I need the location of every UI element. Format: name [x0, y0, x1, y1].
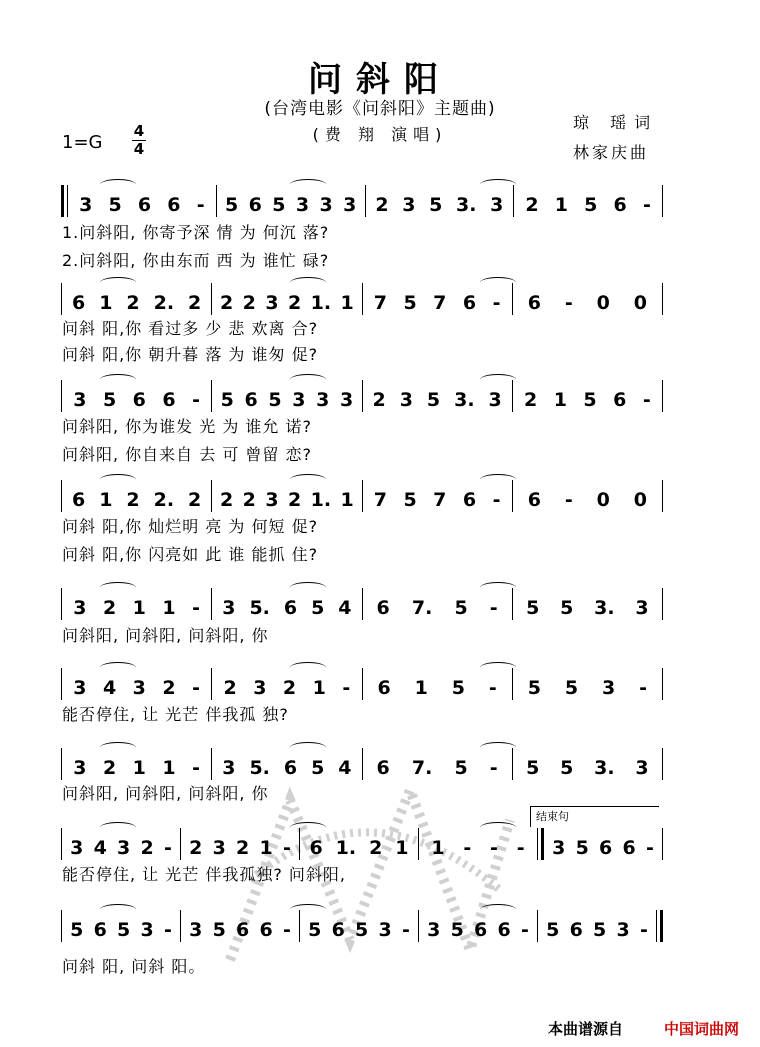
slur-arc: [480, 374, 516, 385]
staff-row: [58, 480, 666, 512]
note: 3: [635, 757, 649, 779]
note: 3: [488, 389, 502, 411]
note: -: [342, 677, 351, 699]
note: 3: [552, 837, 566, 859]
note: -: [488, 677, 497, 699]
measure: [516, 380, 659, 412]
note: 3: [132, 677, 146, 699]
note: 2: [102, 757, 117, 779]
note: -: [192, 389, 200, 411]
note: 1: [553, 389, 567, 411]
note: 5.: [249, 597, 270, 619]
lyric-line: 能否停住, 让 光芒 伴我孤 独?: [62, 705, 289, 724]
note: 3: [319, 194, 333, 216]
barline: [362, 668, 363, 700]
barline: [61, 668, 62, 700]
slur-arc: [480, 742, 516, 753]
barline: [216, 185, 217, 217]
slur-arc: [480, 179, 516, 190]
barline: [662, 283, 663, 315]
barline: [362, 283, 363, 315]
note: 0: [633, 292, 648, 314]
note: 6: [474, 919, 488, 941]
slur-arc: [100, 179, 136, 190]
lyric-line: 2.问斜阳, 你由东而 西 为 谁忙 碌?: [62, 251, 330, 270]
note: 2: [188, 489, 202, 511]
note: 5: [272, 194, 286, 216]
note: 6: [167, 194, 181, 216]
measure: [547, 828, 659, 860]
measure: [215, 588, 358, 620]
note: -: [192, 757, 200, 779]
note: 5: [527, 677, 541, 699]
note: 5: [308, 919, 322, 941]
note: -: [163, 837, 172, 859]
note: 6: [599, 837, 613, 859]
note: 2: [188, 292, 202, 314]
slur-arc: [290, 662, 326, 673]
note: 5: [268, 389, 282, 411]
note: 6: [248, 194, 262, 216]
note: 5: [526, 757, 540, 779]
note: 1: [99, 292, 113, 314]
slur-arc: [100, 742, 136, 753]
note: 1: [99, 489, 113, 511]
barline: [211, 588, 212, 620]
measure: [516, 480, 659, 512]
note: 5: [117, 919, 131, 941]
note: 3: [402, 194, 416, 216]
note: -: [645, 837, 654, 859]
note: -: [642, 389, 651, 411]
key-signature: 1=G: [62, 132, 103, 153]
lyric-line: 问斜阳, 你自来自 去 可 曾留 恋?: [62, 445, 313, 464]
note: 6: [283, 757, 298, 779]
lyricist-credit: 琼 瑶词: [573, 113, 659, 132]
barline: [61, 185, 68, 217]
footer-source: 本曲谱源自: [548, 1020, 624, 1038]
note: 3: [140, 919, 154, 941]
slur-arc: [100, 582, 136, 593]
slur-arc: [290, 277, 326, 288]
lyric-line: 问斜 阳,你 朝升暮 落 为 谁匆 促?: [62, 345, 319, 364]
barline: [362, 480, 363, 512]
note: 1: [414, 677, 428, 699]
barline: [537, 910, 538, 942]
lyric-line: 能否停住, 让 光芒 伴我孤独? 问斜阳,: [62, 865, 347, 884]
note: 5: [102, 389, 117, 411]
note: 5: [560, 597, 574, 619]
note: 3: [117, 837, 131, 859]
note: 5: [454, 757, 468, 779]
note: 6: [613, 389, 627, 411]
note: 5: [451, 677, 465, 699]
note: 6: [137, 194, 152, 216]
note: 3.: [454, 389, 475, 411]
note: -: [463, 837, 472, 859]
barline: [61, 588, 62, 620]
note: 6: [309, 837, 323, 859]
note: 3: [339, 389, 354, 411]
note: 6: [622, 837, 636, 859]
note: 2: [369, 837, 383, 859]
staff-row: [58, 588, 666, 620]
note: 3: [73, 389, 87, 411]
note: 3.: [594, 597, 615, 619]
lyric-line: 问斜阳, 问斜阳, 问斜阳, 你: [62, 626, 269, 645]
barline: [365, 185, 366, 217]
barline: [662, 828, 663, 860]
note: 2: [223, 677, 237, 699]
note: 2.: [153, 292, 175, 314]
note: -: [401, 919, 410, 941]
note: 2: [162, 677, 176, 699]
note: 5: [450, 919, 464, 941]
lyric-line: 问斜 阳,你 看过多 少 悲 欢离 合?: [62, 319, 319, 338]
note: 5: [224, 194, 239, 216]
note: 4: [338, 757, 352, 779]
barline: [61, 380, 62, 412]
barline: [61, 283, 62, 315]
note: 3: [265, 489, 279, 511]
note: -: [196, 194, 205, 216]
note: 3: [222, 597, 236, 619]
barline: [61, 748, 62, 780]
note: 2: [126, 489, 140, 511]
slur-arc: [100, 822, 136, 833]
note: 6: [462, 489, 477, 511]
note: 3: [601, 677, 616, 699]
lyric-line: 问斜 阳,你 灿烂明 亮 为 何短 促?: [62, 517, 319, 536]
note: 2: [287, 489, 302, 511]
note: -: [492, 292, 501, 314]
note: 3: [265, 292, 279, 314]
note: 3: [378, 919, 392, 941]
staff-row: [58, 668, 666, 700]
note: -: [192, 597, 200, 619]
note: -: [282, 837, 291, 859]
note: -: [192, 677, 200, 699]
song-subtitle: (台湾电影《问斜阳》主题曲): [264, 99, 496, 119]
note: 1.: [335, 837, 357, 859]
slur-arc: [480, 662, 516, 673]
slur-arc: [290, 742, 326, 753]
note: 3: [253, 677, 267, 699]
time-signature: [132, 124, 146, 157]
barline: [662, 480, 663, 512]
barline: [662, 588, 663, 620]
note: 5: [593, 919, 607, 941]
note: 3: [79, 194, 93, 216]
measure: [541, 910, 653, 942]
note: 5: [108, 194, 122, 216]
note: 3: [427, 919, 441, 941]
barline: [61, 480, 62, 512]
note: 5: [564, 677, 579, 699]
note: 1: [395, 837, 409, 859]
note: 5: [403, 489, 417, 511]
measure: [65, 748, 208, 780]
note: -: [163, 919, 172, 941]
measure: [65, 668, 208, 700]
slur-arc: [290, 374, 326, 385]
note: 2: [372, 389, 386, 411]
barline: [362, 588, 363, 620]
barline: [211, 480, 212, 512]
note: 1: [340, 489, 354, 511]
note: 6: [71, 292, 86, 314]
note: -: [564, 292, 573, 314]
note: 1: [162, 757, 176, 779]
lyric-line: 问斜阳, 问斜阳, 问斜阳, 你: [62, 784, 269, 803]
note: 3: [70, 837, 84, 859]
note: 5: [583, 389, 597, 411]
note: -: [489, 597, 498, 619]
note: 2: [140, 837, 154, 859]
barline: [362, 380, 363, 412]
note: 1.: [310, 292, 332, 314]
note: 6: [527, 292, 541, 314]
note: 2.: [153, 489, 175, 511]
note: 6: [71, 489, 86, 511]
note: 3: [343, 194, 357, 216]
barline: [537, 828, 544, 860]
measure: [65, 380, 208, 412]
note: 6: [376, 597, 390, 619]
note: -: [642, 194, 651, 216]
note: 1: [162, 597, 176, 619]
barline: [211, 283, 212, 315]
note: 5: [454, 597, 468, 619]
note: 3: [292, 389, 306, 411]
barline: [662, 185, 663, 217]
note: 1: [431, 837, 445, 859]
note: 5: [311, 597, 325, 619]
time-signature-top: 4: [133, 122, 145, 140]
measure: [215, 380, 358, 412]
note: 5: [575, 837, 589, 859]
song-title: 问斜阳: [308, 60, 452, 100]
note: 6: [377, 677, 391, 699]
note: 5: [220, 389, 234, 411]
note: -: [564, 489, 573, 511]
note: 5: [70, 919, 84, 941]
note: 4: [338, 597, 352, 619]
performer-credit: (费 翔 演唱): [312, 125, 448, 144]
note: 3: [73, 597, 87, 619]
footer-site-link[interactable]: 中国词曲网: [664, 1020, 740, 1038]
lyric-line: 问斜阳, 你为谁发 光 为 谁允 诺?: [62, 417, 313, 436]
note: 6: [527, 489, 541, 511]
note: 3.: [594, 757, 615, 779]
ending-label: 结束句: [536, 810, 569, 823]
note: 3: [73, 757, 87, 779]
measure: [516, 748, 659, 780]
note: 3: [212, 837, 226, 859]
note: 4: [102, 677, 117, 699]
slur-arc: [480, 474, 516, 485]
measure: [65, 480, 208, 512]
note: 0: [596, 489, 610, 511]
measure: [215, 480, 358, 512]
note: 6: [331, 919, 345, 941]
note: 3: [635, 597, 649, 619]
slur-arc: [100, 662, 136, 673]
note: 6: [93, 919, 107, 941]
lyric-line: 1.问斜阳, 你寄予深 情 为 何沉 落?: [62, 223, 330, 242]
slur-arc: [100, 277, 136, 288]
note: 2: [236, 837, 250, 859]
note: 6: [613, 194, 627, 216]
note: 3: [189, 919, 203, 941]
slur-arc: [480, 582, 516, 593]
note: 1: [132, 757, 146, 779]
barline: [61, 828, 62, 860]
note: 5: [429, 194, 443, 216]
note: 5: [311, 757, 325, 779]
barline: [211, 668, 212, 700]
measure: [516, 668, 659, 700]
note: 0: [596, 292, 610, 314]
lyric-line: 问斜 阳, 问斜 阳。: [62, 957, 206, 976]
note: 3: [295, 194, 310, 216]
note: 1: [259, 837, 273, 859]
slur-arc: [100, 374, 136, 385]
composer-credit: 林家庆曲: [573, 143, 650, 162]
note: 2: [287, 292, 302, 314]
note: 7: [373, 489, 387, 511]
measure: [517, 185, 659, 217]
note: 1: [340, 292, 354, 314]
note: 7.: [411, 597, 433, 619]
barline: [211, 380, 212, 412]
note: 5: [403, 292, 417, 314]
note: 6: [244, 389, 258, 411]
note: 2: [242, 489, 256, 511]
staff-row: [58, 283, 666, 315]
barline: [180, 828, 181, 860]
barline: [180, 910, 181, 942]
staff-row: [58, 185, 666, 217]
note: 2: [126, 292, 140, 314]
note: 7: [433, 489, 447, 511]
slur-arc: [100, 474, 136, 485]
note: 5.: [249, 757, 270, 779]
note: 2: [282, 677, 297, 699]
barline: [656, 910, 663, 942]
slur-arc: [290, 582, 326, 593]
note: 3: [490, 194, 504, 216]
slur-arc: [290, 474, 326, 485]
note: 7: [373, 292, 387, 314]
note: 5: [426, 389, 441, 411]
note: 1: [554, 194, 568, 216]
note: 2: [242, 292, 256, 314]
note: -: [492, 489, 501, 511]
note: 6: [162, 389, 176, 411]
note: 2: [525, 194, 539, 216]
note: -: [520, 919, 529, 941]
note: 0: [633, 489, 648, 511]
note: 3: [73, 677, 87, 699]
note: 1: [312, 677, 326, 699]
note: 5: [560, 757, 574, 779]
note: 5: [526, 597, 540, 619]
note: 3: [616, 919, 630, 941]
measure: [516, 588, 659, 620]
note: -: [489, 757, 498, 779]
barline: [662, 380, 663, 412]
slur-arc: [100, 904, 136, 915]
note: 6: [236, 919, 250, 941]
note: 6: [259, 919, 273, 941]
barline: [662, 748, 663, 780]
note: 2: [219, 292, 234, 314]
note: 5: [355, 919, 369, 941]
slur-arc: [290, 179, 326, 190]
measure: [215, 668, 358, 700]
note: 6: [283, 597, 298, 619]
staff-row: [58, 380, 666, 412]
barline: [61, 910, 62, 942]
note: -: [639, 677, 648, 699]
note: 5: [546, 919, 560, 941]
note: -: [282, 919, 291, 941]
note: -: [490, 837, 498, 859]
note: 3.: [456, 194, 477, 216]
barline: [662, 668, 663, 700]
note: 6: [462, 292, 477, 314]
note: 7: [433, 292, 447, 314]
note: 3: [399, 389, 413, 411]
note: 2: [189, 837, 203, 859]
note: 5: [584, 194, 598, 216]
note: 1.: [310, 489, 332, 511]
note: -: [516, 837, 525, 859]
measure: [65, 588, 208, 620]
note: 3: [316, 389, 330, 411]
watermark-graphic: [210, 760, 530, 990]
note: -: [639, 919, 648, 941]
note: 5: [212, 919, 226, 941]
note: 7.: [411, 757, 433, 779]
note: 2: [523, 389, 538, 411]
slur-arc: [480, 277, 516, 288]
time-signature-bottom: 4: [133, 140, 145, 158]
note: 6: [497, 919, 511, 941]
note: 6: [132, 389, 146, 411]
note: 6: [376, 757, 390, 779]
note: 3: [222, 757, 236, 779]
note: 1: [132, 597, 146, 619]
measure: [71, 185, 213, 217]
note: 4: [93, 837, 107, 859]
note: 2: [375, 194, 389, 216]
measure: [65, 283, 208, 315]
lyric-line: 问斜 阳,你 闪亮如 此 谁 能抓 住?: [62, 545, 319, 564]
measure: [516, 283, 659, 315]
note: 6: [569, 919, 583, 941]
note: 2: [102, 597, 117, 619]
measure: [215, 283, 358, 315]
note: 2: [219, 489, 234, 511]
